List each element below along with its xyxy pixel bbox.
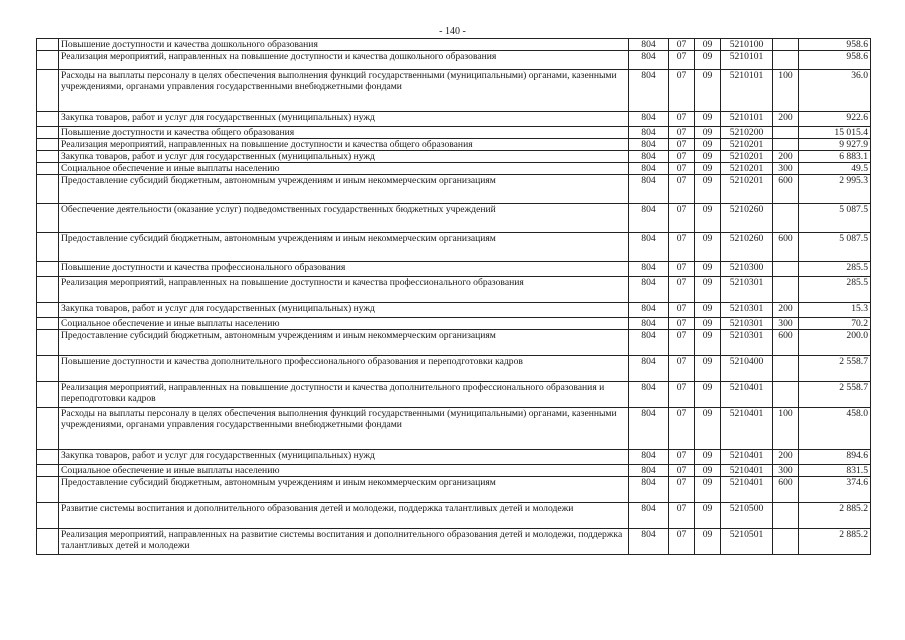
row-margin-cell [37,151,59,163]
table-row [37,503,871,529]
expense-type-code: 200 [773,151,799,163]
row-name: Реализация мероприятий, направленных на повышение доступности и качества профессионального образования [59,277,629,303]
row-name: Повышение доступности и качества общего образования [59,127,629,139]
amount: 15.3 [799,303,871,318]
ministry-code: 804 [629,330,669,356]
row-margin-cell [37,127,59,139]
target-code: 5210301 [721,330,773,356]
subsection-code: 09 [695,70,721,112]
amount: 285.5 [799,277,871,303]
target-code: 5210260 [721,204,773,233]
target-code: 5210501 [721,529,773,555]
section-code: 07 [669,465,695,477]
table-row [37,262,871,277]
budget-table [36,38,871,555]
section-code: 07 [669,163,695,175]
expense-type-code [773,382,799,408]
expense-type-code: 100 [773,70,799,112]
ministry-code: 804 [629,151,669,163]
section-code: 07 [669,70,695,112]
row-margin-cell [37,139,59,151]
ministry-code: 804 [629,303,669,318]
ministry-code: 804 [629,262,669,277]
row-name: Социальное обеспечение и иные выплаты населению [59,318,629,330]
row-name: Предоставление субсидий бюджетным, автономным учреждениям и иным некоммерческим организациям [59,233,629,262]
table-row [37,529,871,555]
amount: 2 995.3 [799,175,871,204]
amount: 958.6 [799,39,871,51]
table-row [37,450,871,465]
amount: 15 015.4 [799,127,871,139]
section-code: 07 [669,139,695,151]
ministry-code: 804 [629,503,669,529]
table-row [37,382,871,408]
subsection-code: 09 [695,382,721,408]
ministry-code: 804 [629,450,669,465]
section-code: 07 [669,330,695,356]
table-row [37,51,871,70]
row-margin-cell [37,477,59,503]
subsection-code: 09 [695,139,721,151]
amount: 958.6 [799,51,871,70]
table-row [37,204,871,233]
subsection-code: 09 [695,127,721,139]
ministry-code: 804 [629,277,669,303]
row-name: Расходы на выплаты персоналу в целях обеспечения выполнения функций государственными (муниципальными) органами, казенными учреждениями, органами управления государственными внебюджетными фондами [59,408,629,450]
amount: 9 927.9 [799,139,871,151]
ministry-code: 804 [629,356,669,382]
amount: 36.0 [799,70,871,112]
expense-type-code: 600 [773,175,799,204]
row-margin-cell [37,450,59,465]
row-margin-cell [37,112,59,127]
table-row [37,233,871,262]
expense-type-code: 200 [773,112,799,127]
amount: 458.0 [799,408,871,450]
section-code: 07 [669,127,695,139]
row-margin-cell [37,39,59,51]
subsection-code: 09 [695,318,721,330]
table-row [37,477,871,503]
ministry-code: 804 [629,465,669,477]
ministry-code: 804 [629,139,669,151]
amount: 70.2 [799,318,871,330]
table-row [37,330,871,356]
table-row [37,356,871,382]
target-code: 5210201 [721,151,773,163]
table-row [37,139,871,151]
section-code: 07 [669,356,695,382]
target-code: 5210201 [721,163,773,175]
amount: 285.5 [799,262,871,277]
ministry-code: 804 [629,127,669,139]
section-code: 07 [669,477,695,503]
expense-type-code: 300 [773,318,799,330]
row-margin-cell [37,233,59,262]
row-name: Социальное обеспечение и иные выплаты населению [59,465,629,477]
expense-type-code: 600 [773,477,799,503]
section-code: 07 [669,51,695,70]
page-number: - 140 - [439,26,466,37]
row-name: Социальное обеспечение и иные выплаты населению [59,163,629,175]
subsection-code: 09 [695,163,721,175]
target-code: 5210401 [721,477,773,503]
subsection-code: 09 [695,465,721,477]
row-margin-cell [37,277,59,303]
subsection-code: 09 [695,262,721,277]
amount: 2 558.7 [799,356,871,382]
row-margin-cell [37,51,59,70]
table-row [37,151,871,163]
expense-type-code [773,529,799,555]
target-code: 5210201 [721,175,773,204]
section-code: 07 [669,112,695,127]
section-code: 07 [669,277,695,303]
section-code: 07 [669,382,695,408]
target-code: 5210401 [721,465,773,477]
row-margin-cell [37,356,59,382]
section-code: 07 [669,503,695,529]
amount: 2 885.2 [799,503,871,529]
ministry-code: 804 [629,408,669,450]
row-margin-cell [37,465,59,477]
amount: 922.6 [799,112,871,127]
expense-type-code: 200 [773,450,799,465]
amount: 2 885.2 [799,529,871,555]
subsection-code: 09 [695,277,721,303]
row-margin-cell [37,175,59,204]
row-margin-cell [37,503,59,529]
table-row [37,163,871,175]
target-code: 5210101 [721,70,773,112]
expense-type-code: 600 [773,330,799,356]
row-name: Реализация мероприятий, направленных на развитие системы воспитания и дополнительного образования детей и молодежи, поддержка талантливых детей и молодежи [59,529,629,555]
subsection-code: 09 [695,233,721,262]
row-margin-cell [37,262,59,277]
row-margin-cell [37,408,59,450]
expense-type-code [773,139,799,151]
row-name: Закупка товаров, работ и услуг для государственных (муниципальных) нужд [59,151,629,163]
row-name: Закупка товаров, работ и услуг для государственных (муниципальных) нужд [59,450,629,465]
table-row [37,112,871,127]
row-name: Обеспечение деятельности (оказание услуг) подведомственных государственных бюджетных учреждений [59,204,629,233]
expense-type-code [773,262,799,277]
subsection-code: 09 [695,450,721,465]
expense-type-code: 300 [773,465,799,477]
row-margin-cell [37,163,59,175]
table-row [37,175,871,204]
ministry-code: 804 [629,477,669,503]
subsection-code: 09 [695,39,721,51]
row-name: Реализация мероприятий, направленных на повышение доступности и качества дошкольного образования [59,51,629,70]
expense-type-code [773,277,799,303]
amount: 2 558.7 [799,382,871,408]
expense-type-code [773,51,799,70]
target-code: 5210301 [721,318,773,330]
table-row [37,39,871,51]
section-code: 07 [669,204,695,233]
row-margin-cell [37,70,59,112]
subsection-code: 09 [695,151,721,163]
target-code: 5210260 [721,233,773,262]
ministry-code: 804 [629,233,669,262]
target-code: 5210401 [721,382,773,408]
table-row [37,127,871,139]
amount: 200.0 [799,330,871,356]
ministry-code: 804 [629,175,669,204]
ministry-code: 804 [629,529,669,555]
target-code: 5210500 [721,503,773,529]
amount: 831.5 [799,465,871,477]
target-code: 5210301 [721,277,773,303]
expense-type-code: 200 [773,303,799,318]
target-code: 5210101 [721,112,773,127]
amount: 5 087.5 [799,204,871,233]
row-margin-cell [37,382,59,408]
ministry-code: 804 [629,318,669,330]
amount: 6 883.1 [799,151,871,163]
section-code: 07 [669,233,695,262]
ministry-code: 804 [629,163,669,175]
expense-type-code [773,356,799,382]
amount: 49.5 [799,163,871,175]
expense-type-code [773,204,799,233]
ministry-code: 804 [629,51,669,70]
target-code: 5210401 [721,450,773,465]
ministry-code: 804 [629,204,669,233]
target-code: 5210101 [721,51,773,70]
subsection-code: 09 [695,112,721,127]
subsection-code: 09 [695,330,721,356]
section-code: 07 [669,39,695,51]
section-code: 07 [669,408,695,450]
section-code: 07 [669,450,695,465]
section-code: 07 [669,175,695,204]
subsection-code: 09 [695,477,721,503]
expense-type-code: 100 [773,408,799,450]
row-name: Предоставление субсидий бюджетным, автономным учреждениям и иным некоммерческим организациям [59,477,629,503]
target-code: 5210200 [721,127,773,139]
row-name: Предоставление субсидий бюджетным, автономным учреждениям и иным некоммерческим организациям [59,175,629,204]
row-margin-cell [37,303,59,318]
section-code: 07 [669,303,695,318]
expense-type-code [773,39,799,51]
section-code: 07 [669,151,695,163]
table-row [37,277,871,303]
subsection-code: 09 [695,356,721,382]
target-code: 5210300 [721,262,773,277]
target-code: 5210400 [721,356,773,382]
subsection-code: 09 [695,51,721,70]
row-name: Повышение доступности и качества дошкольного образования [59,39,629,51]
expense-type-code: 300 [773,163,799,175]
row-name: Повышение доступности и качества профессионального образования [59,262,629,277]
amount: 894.6 [799,450,871,465]
ministry-code: 804 [629,39,669,51]
ministry-code: 804 [629,112,669,127]
target-code: 5210401 [721,408,773,450]
row-name: Закупка товаров, работ и услуг для государственных (муниципальных) нужд [59,112,629,127]
row-margin-cell [37,318,59,330]
row-margin-cell [37,330,59,356]
amount: 374.6 [799,477,871,503]
table-row [37,318,871,330]
section-code: 07 [669,318,695,330]
table-row [37,408,871,450]
section-code: 07 [669,529,695,555]
expense-type-code [773,503,799,529]
table-row [37,70,871,112]
section-code: 07 [669,262,695,277]
expense-type-code [773,127,799,139]
row-margin-cell [37,204,59,233]
subsection-code: 09 [695,408,721,450]
table-row [37,465,871,477]
subsection-code: 09 [695,529,721,555]
ministry-code: 804 [629,70,669,112]
row-margin-cell [37,529,59,555]
row-name: Предоставление субсидий бюджетным, автономным учреждениям и иным некоммерческим организациям [59,330,629,356]
target-code: 5210100 [721,39,773,51]
row-name: Реализация мероприятий, направленных на повышение доступности и качества общего образования [59,139,629,151]
amount: 5 087.5 [799,233,871,262]
table-row [37,303,871,318]
row-name: Повышение доступности и качества дополнительного профессионального образования и переподготовки кадров [59,356,629,382]
subsection-code: 09 [695,303,721,318]
target-code: 5210201 [721,139,773,151]
target-code: 5210301 [721,303,773,318]
subsection-code: 09 [695,175,721,204]
table-body [37,39,871,555]
row-name: Реализация мероприятий, направленных на повышение доступности и качества дополнительного профессионального образования и переподготовки кадров [59,382,629,408]
row-name: Расходы на выплаты персоналу в целях обеспечения выполнения функций государственными (муниципальными) органами, казенными учреждениями, органами управления государственными внебюджетными фондами [59,70,629,112]
expense-type-code: 600 [773,233,799,262]
ministry-code: 804 [629,382,669,408]
row-name: Закупка товаров, работ и услуг для государственных (муниципальных) нужд [59,303,629,318]
subsection-code: 09 [695,503,721,529]
row-name: Развитие системы воспитания и дополнительного образования детей и молодежи, поддержка талантливых детей и молодежи [59,503,629,529]
subsection-code: 09 [695,204,721,233]
